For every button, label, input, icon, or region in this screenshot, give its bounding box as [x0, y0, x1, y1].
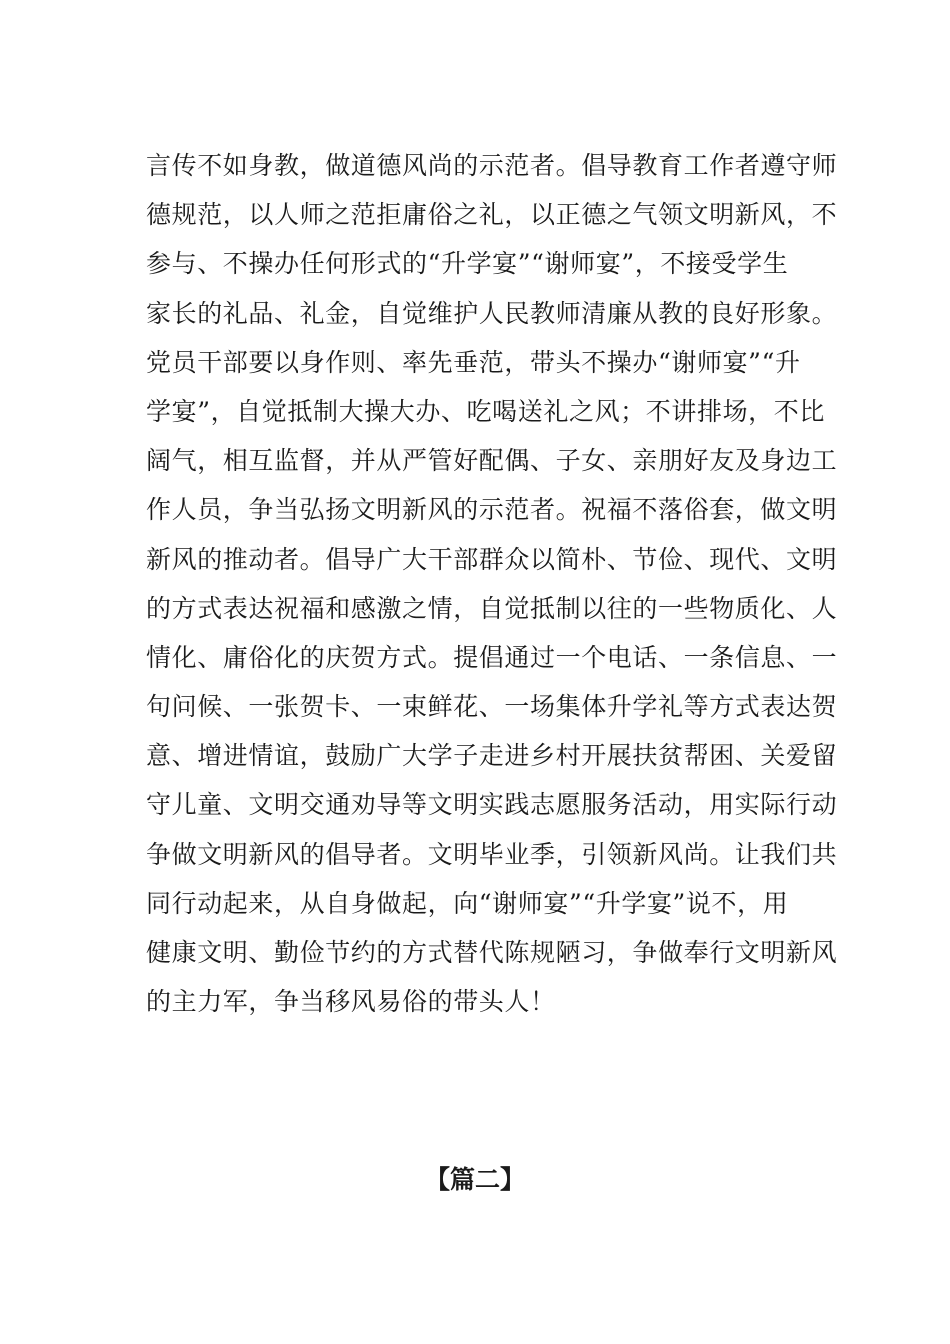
text-line: 争做文明新风的倡导者。文明毕业季，引领新风尚。让我们共 [146, 839, 838, 869]
text-line: 新风的推动者。倡导广大干部群众以简朴、节俭、现代、文明 [146, 544, 838, 574]
text-line: 健康文明、勤俭节约的方式替代陈规陋习，争做奉行文明新风 [146, 938, 838, 967]
text-line: 言传不如身教，做道德风尚的示范者。倡导教育工作者遵守师 [146, 151, 838, 180]
section-heading: 【篇二】 [424, 1165, 525, 1194]
text-line: 家长的礼品、礼金，自觉维护人民教师清廉从教的良好形象。 [146, 298, 838, 328]
text-line: 德规范，以人师之范拒庸俗之礼，以正德之气领文明新风，不 [146, 200, 838, 230]
text-line: 作人员，争当弘扬文明新风的示范者。祝福不落俗套，做文明 [146, 495, 838, 525]
text-line: 的方式表达祝福和感激之情，自觉抵制以往的一些物质化、人 [146, 593, 838, 623]
text-line: 同行动起来，从自身做起，向“谢师宴”“升学宴”说不，用 [146, 888, 789, 918]
text-line: 阔气，相互监督，并从严管好配偶、子女、亲朋好友及身边工 [146, 446, 838, 476]
text-line: 党员干部要以身作则、率先垂范，带头不操办“谢师宴”“升 [146, 347, 801, 377]
text-line: 的主力军，争当移风易俗的带头人！ [146, 987, 556, 1017]
text-line: 守儿童、文明交通劝导等文明实践志愿服务活动，用实际行动 [146, 790, 838, 820]
text-line: 句问候、一张贺卡、一束鲜花、一场集体升学礼等方式表达贺 [146, 692, 838, 722]
text-line: 参与、不操办任何形式的“升学宴”“谢师宴”，不接受学生 [146, 249, 789, 279]
text-line: 情化、庸俗化的庆贺方式。提倡通过一个电话、一条信息、一 [146, 642, 838, 672]
text-line: 意、增进情谊，鼓励广大学子走进乡村开展扶贫帮困、关爱留 [146, 741, 838, 771]
text-line: 学宴”，自觉抵制大操大办、吃喝送礼之风；不讲排场，不比 [146, 396, 825, 426]
body-paragraph [146, 141, 838, 1026]
